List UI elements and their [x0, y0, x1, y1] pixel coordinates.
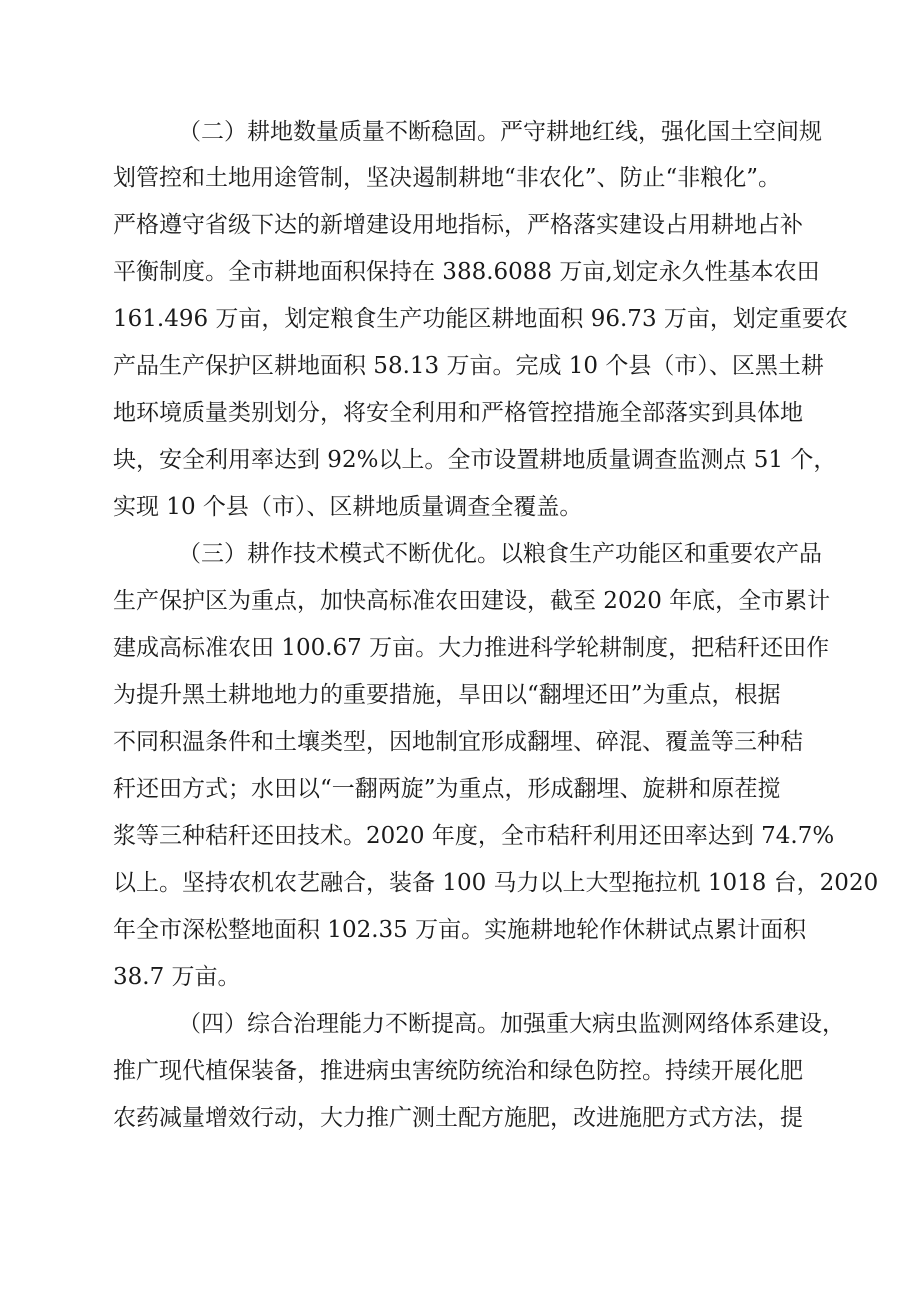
text-line: （二）耕地数量质量不断稳固。严守耕地红线，强化国土空间规	[178, 119, 822, 145]
text-line: 严格遵守省级下达的新增建设用地指标，严格落实建设占用耕地占补	[113, 212, 803, 238]
text-line: 农药减量增效行动，大力推广测土配方施肥，改进施肥方式方法，提	[113, 1105, 803, 1131]
text-line: 地环境质量类别划分，将安全利用和严格管控措施全部落实到具体地	[113, 400, 803, 426]
text-line: 产品生产保护区耕地面积 58.13 万亩。完成 10 个县（市）、区黑土耕	[113, 353, 824, 379]
text-line: （三）耕作技术模式不断优化。以粮食生产功能区和重要农产品	[178, 541, 822, 567]
text-line: （四）综合治理能力不断提高。加强重大病虫监测网络体系建设，	[178, 1011, 845, 1037]
text-line: 秆还田方式；水田以“一翻两旋”为重点，形成翻埋、旋耕和原茬搅	[113, 776, 781, 802]
text-line: 划管控和土地用途管制，坚决遏制耕地“非农化”、防止“非粮化”。	[113, 165, 782, 191]
text-line: 建成高标准农田 100.67 万亩。大力推进科学轮耕制度，把秸秆还田作	[113, 635, 830, 661]
text-line: 为提升黑土耕地地力的重要措施，旱田以“翻埋还田”为重点，根据	[113, 682, 781, 708]
text-line: 浆等三种秸秆还田技术。2020 年度，全市秸秆利用还田率达到 74.7%	[113, 823, 835, 849]
text-line: 实现 10 个县（市）、区耕地质量调查全覆盖。	[113, 494, 583, 520]
text-line: 不同积温条件和土壤类型，因地制宜形成翻埋、碎混、覆盖等三种秸	[113, 729, 803, 755]
text-line: 生产保护区为重点，加快高标准农田建设，截至 2020 年底，全市累计	[113, 588, 831, 614]
text-line: 年全市深松整地面积 102.35 万亩。实施耕地轮作休耕试点累计面积	[113, 917, 807, 943]
text-line: 块，安全利用率达到 92%以上。全市设置耕地质量调查监测点 51 个，	[113, 447, 837, 473]
text-line: 推广现代植保装备，推进病虫害统防统治和绿色防控。持续开展化肥	[113, 1058, 803, 1084]
text-line: 161.496 万亩，划定粮食生产功能区耕地面积 96.73 万亩，划定重要农	[113, 306, 848, 332]
text-line: 平衡制度。全市耕地面积保持在 388.6088 万亩,划定永久性基本农田	[113, 259, 820, 285]
text-line: 38.7 万亩。	[113, 964, 241, 990]
text-line: 以上。坚持农机农艺融合，装备 100 马力以上大型拖拉机 1018 台，2020	[113, 870, 879, 896]
